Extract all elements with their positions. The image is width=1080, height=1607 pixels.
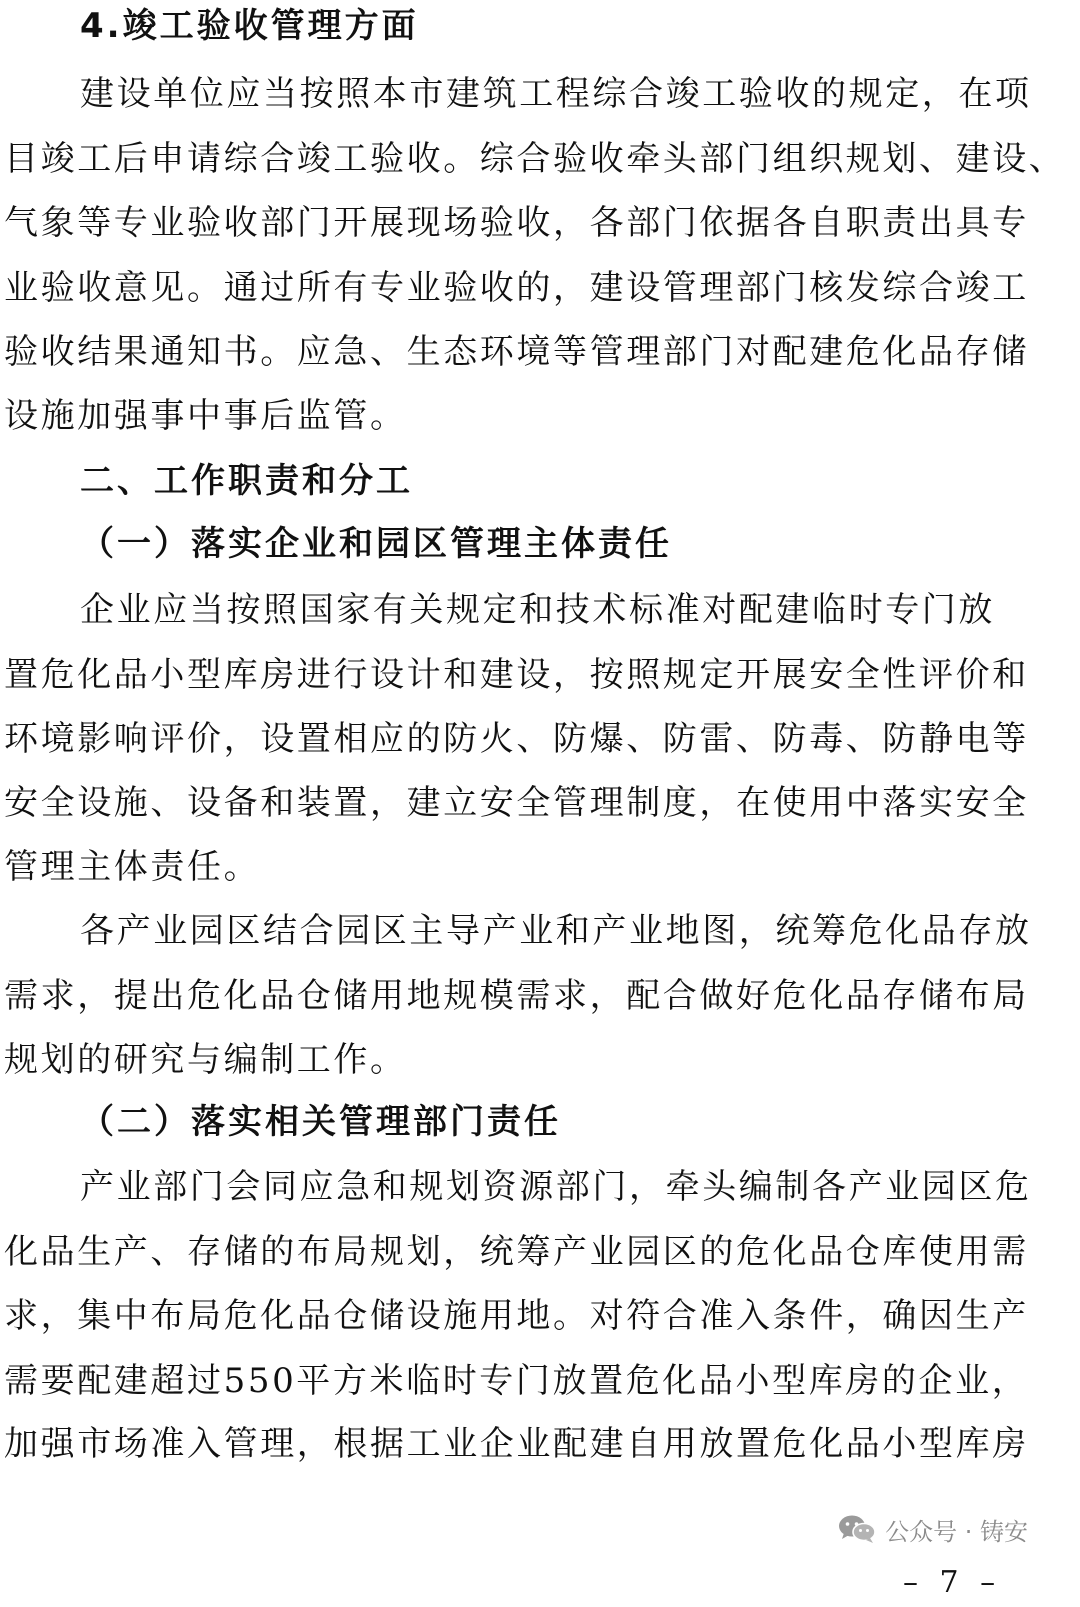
- wechat-icon: [837, 1513, 877, 1545]
- page-number: – 7 –: [903, 1565, 1002, 1600]
- paragraph-line: 化品生产、存储的布局规划，统筹产业园区的危化品仓库使用需: [4, 1232, 1029, 1272]
- subsection-heading-2: （二）落实相关管理部门责任: [80, 1102, 561, 1142]
- paragraph-line: 验收结果通知书。应急、生态环境等管理部门对配建危化品存储: [4, 332, 1029, 372]
- paragraph-line: 气象等专业验收部门开展现场验收，各部门依据各自职责出具专: [4, 203, 1029, 243]
- paragraph-line: 加强市场准入管理，根据工业企业配建自用放置危化品小型库房: [4, 1424, 1029, 1464]
- paragraph-line: 求，集中布局危化品仓储设施用地。对符合准入条件，确因生产: [4, 1296, 1029, 1336]
- paragraph-line: 产业部门会同应急和规划资源部门，牵头编制各产业园区危: [80, 1167, 1032, 1207]
- paragraph-line: 环境影响评价，设置相应的防火、防爆、防雷、防毒、防静电等: [4, 719, 1029, 759]
- paragraph-line: 规划的研究与编制工作。: [4, 1040, 407, 1080]
- paragraph-line: 业验收意见。通过所有专业验收的，建设管理部门核发综合竣工: [4, 268, 1029, 308]
- paragraph-line: 管理主体责任。: [4, 847, 261, 887]
- paragraph-line: 设施加强事中事后监管。: [4, 396, 407, 436]
- paragraph-line: 各产业园区结合园区主导产业和产业地图，统筹危化品存放: [80, 911, 1032, 951]
- paragraph-line: 企业应当按照国家有关规定和技术标准对配建临时专门放: [80, 590, 995, 630]
- paragraph-line: 建设单位应当按照本市建筑工程综合竣工验收的规定，在项: [80, 74, 1032, 114]
- paragraph-line: 目竣工后申请综合竣工验收。综合验收牵头部门组织规划、建设、: [4, 139, 1066, 179]
- paragraph-line: 需求，提出危化品仓储用地规模需求，配合做好危化品存储布局: [4, 976, 1029, 1016]
- paragraph-line: 需要配建超过550平方米临时专门放置危化品小型库房的企业，: [4, 1361, 1029, 1401]
- account-watermark: [837, 1509, 1028, 1549]
- subsection-heading-1: （一）落实企业和园区管理主体责任: [80, 524, 672, 564]
- paragraph-line: 置危化品小型库房进行设计和建设，按照规定开展安全性评价和: [4, 655, 1029, 695]
- watermark-text: 公众号 · 铸安: [885, 1517, 1028, 1546]
- section-heading-4: 4.竣工验收管理方面: [80, 6, 419, 46]
- section-heading-2: 二、工作职责和分工: [80, 461, 413, 501]
- paragraph-line: 安全设施、设备和装置，建立安全管理制度，在使用中落实安全: [4, 783, 1029, 823]
